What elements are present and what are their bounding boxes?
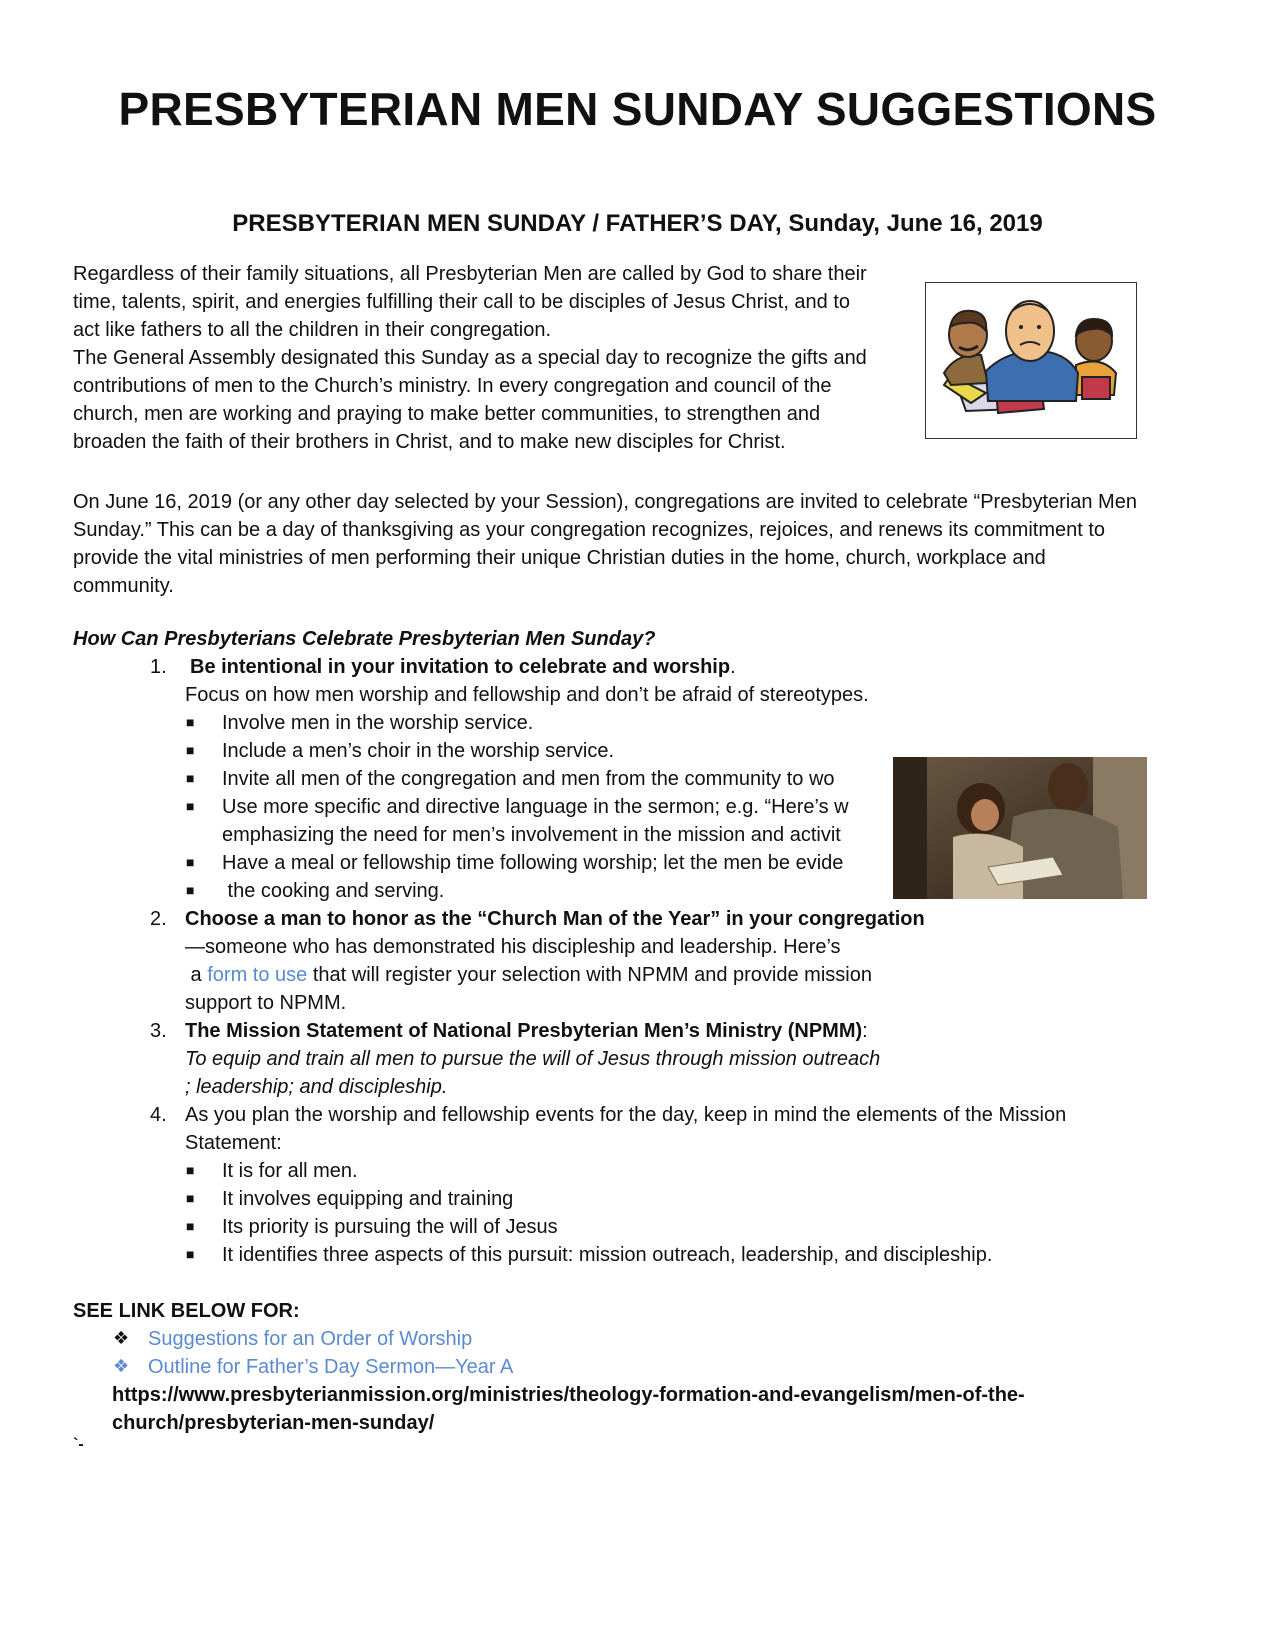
intro-line: broaden the faith of their brothers in Christ, and to make new disciples for Christ. — [73, 431, 786, 453]
item-three-heading-end: : — [862, 1020, 868, 1042]
square-bullet-icon: ■ — [186, 770, 195, 786]
item-four-line: Statement: — [185, 1132, 282, 1154]
intro-line: act like fathers to all the children in their congregation. — [73, 319, 552, 341]
father-child-reading-photo — [893, 757, 1147, 899]
item-one-bullet: Have a meal or fellowship time following worship; let the men be evide — [222, 852, 844, 874]
square-bullet-icon: ■ — [186, 714, 195, 730]
item-number: 2. — [150, 908, 167, 930]
item-one-heading-text: Be intentional in your invitation to celebrate and worship — [190, 656, 731, 678]
item-one-bullet: Invite all men of the congregation and men from the community to wo — [222, 768, 835, 790]
three-men-cartoon-icon — [926, 283, 1135, 437]
page-title: PRESBYTERIAN MEN SUNDAY SUGGESTIONS — [118, 83, 1157, 135]
item-number: 1. — [150, 656, 167, 678]
celebrate-paragraph — [73, 488, 1137, 600]
square-bullet-icon: ■ — [186, 1218, 195, 1234]
item-one-bullet-continued: emphasizing the need for men’s involvement in the mission and activit — [222, 824, 841, 846]
intro-line: contributions of men to the Church’s ministry. In every congregation and council of the — [73, 375, 832, 397]
order-of-worship-link[interactable]: Suggestions for an Order of Worship — [148, 1328, 473, 1350]
item-four-bullet: It is for all men. — [222, 1160, 358, 1182]
how-heading: How Can Presbyterians Celebrate Presbyterian Men Sunday? — [73, 628, 656, 650]
item-one-heading — [190, 656, 736, 679]
item-four-line: As you plan the worship and fellowship events for the day, keep in mind the elements of the Mission — [185, 1104, 1067, 1126]
item-four-bullet: Its priority is pursuing the will of Jesus — [222, 1216, 558, 1238]
item-one-bullet: Use more specific and directive language in the sermon; e.g. “Here’s w — [222, 796, 849, 818]
page-subtitle: PRESBYTERIAN MEN SUNDAY / FATHER’S DAY, Sunday, June 16, 2019 — [232, 210, 1043, 237]
celebrate-line: community. — [73, 575, 174, 597]
square-bullet-icon: ■ — [186, 1190, 195, 1206]
celebrate-line: Sunday.” This can be a day of thanksgiving as your congregation recognizes, rejoices, and renews its commitment to — [73, 519, 1106, 541]
item-two-line — [185, 964, 872, 987]
form-to-use-link[interactable]: form to use — [207, 964, 308, 986]
mission-statement-line: ; leadership; and discipleship. — [185, 1076, 448, 1098]
item-two-line: support to NPMM. — [185, 992, 347, 1014]
item-number: 4. — [150, 1104, 167, 1126]
mission-statement-line: To equip and train all men to pursue the will of Jesus through mission outreach — [185, 1048, 881, 1070]
intro-line: church, men are working and praying to make better communities, to strengthen and — [73, 403, 821, 425]
square-bullet-icon: ■ — [186, 882, 195, 898]
father-child-photo-icon — [893, 757, 1147, 899]
item-one-bullet: the cooking and serving. — [222, 880, 445, 902]
square-bullet-icon: ■ — [186, 1162, 195, 1178]
intro-line: time, talents, spirit, and energies fulfilling their call to be disciples of Jesus Christ, and to — [73, 291, 851, 313]
item-one-bullet: Involve men in the worship service. — [222, 712, 534, 734]
square-bullet-icon: ■ — [186, 854, 195, 870]
men-cartoon-illustration — [925, 282, 1137, 439]
item-three-heading — [185, 1020, 868, 1043]
item-three-heading-text: The Mission Statement of National Presbyterian Men’s Ministry (NPMM) — [185, 1020, 863, 1042]
celebrate-line: provide the vital ministries of men performing their unique Christian duties in the home, church, workplace and — [73, 547, 1046, 569]
see-link-heading: SEE LINK BELOW FOR: — [73, 1300, 300, 1322]
item-two-line-text: that will register your selection with NPMM and provide mission — [307, 964, 872, 986]
item-two-line: —someone who has demonstrated his discipleship and leadership. Here’s — [185, 936, 841, 958]
item-one-heading-end: . — [730, 656, 736, 678]
item-one-focus: Focus on how men worship and fellowship and don’t be afraid of stereotypes. — [185, 684, 869, 706]
square-bullet-icon: ■ — [186, 798, 195, 814]
stray-mark: `- — [73, 1436, 84, 1453]
item-one-bullet: Include a men’s choir in the worship service. — [222, 740, 615, 762]
diamond-bullet-icon: ❖ — [113, 1356, 130, 1376]
square-bullet-icon: ■ — [186, 742, 195, 758]
celebrate-line: On June 16, 2019 (or any other day selected by your Session), congregations are invited to celebrate “Presbyterian Men — [73, 491, 1137, 513]
item-two-heading: Choose a man to honor as the “Church Man of the Year” in your congregation — [185, 908, 925, 930]
item-four-bullet: It identifies three aspects of this pursuit: mission outreach, leadership, and discipleship. — [222, 1244, 993, 1266]
intro-paragraph — [73, 260, 867, 456]
square-bullet-icon: ■ — [186, 1246, 195, 1262]
item-number: 3. — [150, 1020, 167, 1042]
resource-url[interactable]: church/presbyterian-men-sunday/ — [112, 1412, 435, 1434]
intro-line: Regardless of their family situations, all Presbyterian Men are called by God to share their — [73, 263, 867, 285]
intro-line: The General Assembly designated this Sunday as a special day to recognize the gifts and — [73, 347, 867, 369]
item-two-line-text: a — [185, 964, 208, 986]
item-four-bullet: It involves equipping and training — [222, 1188, 514, 1210]
resource-url[interactable]: https://www.presbyterianmission.org/ministries/theology-formation-and-evangelism/men-of-the- — [112, 1384, 1025, 1406]
sermon-outline-link[interactable]: Outline for Father’s Day Sermon—Year A — [148, 1356, 514, 1378]
diamond-bullet-icon: ❖ — [113, 1328, 130, 1348]
